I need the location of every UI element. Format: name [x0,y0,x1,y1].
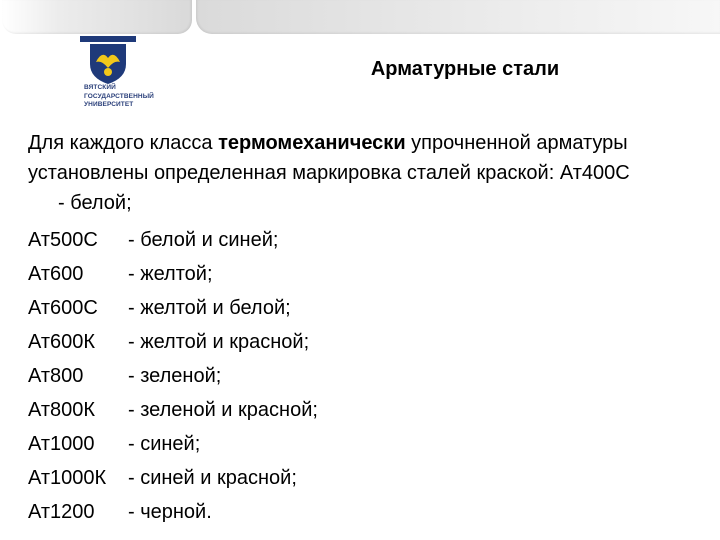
grade-row [28,257,698,291]
logo-banner [80,36,136,42]
grade-row [28,393,698,427]
slide-content [28,128,698,529]
grade-row [28,359,698,393]
university-logo [78,34,138,86]
grade-code: Ат600С [28,297,98,319]
grade-row [28,223,698,257]
grade-row [28,427,698,461]
grade-code: Ат600 [28,263,84,285]
intro-text: упрочненной арматуры установлены определенная маркировка сталей краской: Ат400С [28,132,630,184]
grade-row [28,291,698,325]
intro-paragraph [28,128,698,218]
grade-color: - белой и синей; [128,229,279,251]
logo-line: ГОСУДАРСТВЕННЫЙ [84,92,154,100]
logo-caption [84,84,164,110]
grade-color: - зеленой; [128,365,222,387]
logo-line: УНИВЕРСИТЕТ [84,101,134,108]
emblem-dot-icon [104,68,112,76]
grade-color: - зеленой и красной; [128,399,318,421]
grade-row [28,325,698,359]
grade-list [28,223,698,529]
grade-code: Ат1000К [28,467,107,489]
grade-color: - синей и красной; [128,467,297,489]
grade-color: - желтой и белой; [128,297,291,319]
grade-color: - синей; [128,433,201,455]
grade-code: Ат1200 [28,501,95,523]
header-tab-right [196,0,720,34]
intro-continuation: - белой; [58,192,132,214]
grade-color: - черной. [128,501,212,523]
grade-code: Ат800 [28,365,84,387]
logo-line: ВЯТСКИЙ [84,84,116,91]
slide-title: Арматурные стали [370,58,560,80]
header-tab-left [2,0,192,34]
intro-bold-term: термомеханически [218,132,406,154]
grade-code: Ат500С [28,229,98,251]
grade-row [28,461,698,495]
intro-text: Для каждого класса [28,132,219,154]
grade-row [28,495,698,529]
grade-code: Ат1000 [28,433,95,455]
grade-code: Ат600К [28,331,96,353]
grade-code: Ат800К [28,399,96,421]
grade-color: - желтой; [128,263,213,285]
grade-color: - желтой и красной; [128,331,310,353]
